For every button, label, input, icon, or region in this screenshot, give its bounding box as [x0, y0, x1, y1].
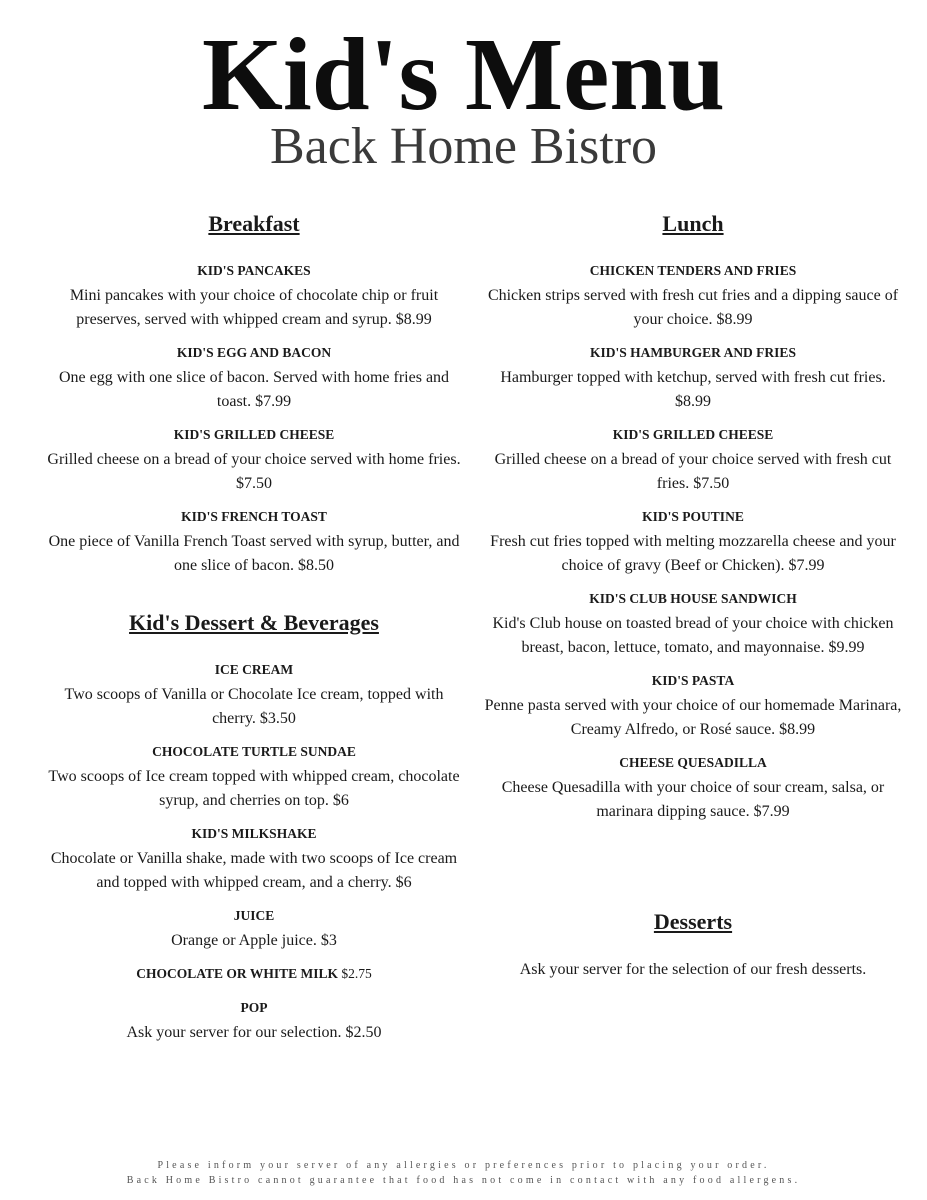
- item-description: Orange or Apple juice. $3: [171, 932, 337, 949]
- lunch-section: [484, 210, 902, 836]
- menu-item: [44, 965, 464, 983]
- item-name: POP: [240, 1000, 268, 1015]
- menu-item: [484, 754, 902, 824]
- menu-item: [44, 825, 464, 895]
- item-name: KID'S PANCAKES: [197, 263, 311, 278]
- item-description: Ask your server for our selection. $2.50: [126, 1024, 382, 1041]
- item-name: KID'S GRILLED CHEESE: [612, 427, 774, 442]
- item-name: KID'S PASTA: [651, 673, 735, 688]
- item-description: Penne pasta served with your choice of our homemade Marinara, Creamy Alfredo, or Rosé sauce. $8.99: [484, 697, 902, 738]
- item-name: KID'S MILKSHAKE: [191, 826, 317, 841]
- item-description: Two scoops of Ice cream topped with whipped cream, chocolate syrup, and cherries on top. $6: [48, 768, 460, 809]
- item-name: CHEESE QUESADILLA: [619, 755, 767, 770]
- menu-item: [44, 743, 464, 813]
- menu-item: [44, 426, 464, 496]
- item-description: Chocolate or Vanilla shake, made with two scoops of Ice cream and topped with whipped cream, and a cherry. $6: [50, 850, 458, 891]
- desserts-description: Ask your server for the selection of our fresh desserts.: [519, 961, 867, 978]
- item-description: One piece of Vanilla French Toast served with syrup, butter, and one slice of bacon. $8.50: [48, 533, 460, 574]
- item-price: $2.75: [341, 966, 372, 981]
- breakfast-section: [44, 210, 464, 590]
- desserts-heading: Desserts: [653, 909, 733, 934]
- item-name: KID'S POUTINE: [642, 509, 744, 524]
- menu-item: [484, 672, 902, 742]
- item-name: JUICE: [233, 908, 275, 923]
- item-name-with-price: [44, 965, 464, 983]
- dessert-beverages-section: [44, 609, 464, 1057]
- disclaimer-line: Back Home Bistro cannot guarantee that food has not come in contact with any food allergens.: [126, 1175, 801, 1186]
- menu-item: [484, 262, 902, 332]
- item-name: CHOCOLATE OR WHITE MILK: [136, 966, 338, 981]
- breakfast-heading: Breakfast: [208, 211, 300, 236]
- item-name: KID'S CLUB HOUSE SANDWICH: [589, 591, 797, 606]
- item-name: KID'S EGG AND BACON: [176, 345, 332, 360]
- item-description: Chicken strips served with fresh cut fries and a dipping sauce of your choice. $8.99: [487, 287, 899, 328]
- menu-item: [484, 426, 902, 496]
- menu-item: [484, 344, 902, 414]
- item-name: CHICKEN TENDERS AND FRIES: [589, 263, 797, 278]
- item-description: Fresh cut fries topped with melting mozzarella cheese and your choice of gravy (Beef or Chicken). $7.99: [490, 533, 896, 574]
- item-name: ICE CREAM: [214, 662, 294, 677]
- item-name: KID'S FRENCH TOAST: [181, 509, 327, 524]
- desserts-section: [484, 908, 902, 982]
- menu-item: [44, 508, 464, 578]
- menu-item: [484, 508, 902, 578]
- item-description: Grilled cheese on a bread of your choice served with home fries. $7.50: [47, 451, 461, 492]
- item-name: CHOCOLATE TURTLE SUNDAE: [152, 744, 356, 759]
- menu-title: Kid's Menu: [202, 17, 725, 132]
- item-description: Two scoops of Vanilla or Chocolate Ice cream, topped with cherry. $3.50: [64, 686, 444, 727]
- item-description: One egg with one slice of bacon. Served with home fries and toast. $7.99: [58, 369, 450, 410]
- dessert-beverages-heading: Kid's Dessert & Beverages: [129, 610, 379, 635]
- allergy-disclaimer: [0, 1158, 927, 1188]
- lunch-heading: Lunch: [662, 211, 724, 236]
- menu-item: [484, 590, 902, 660]
- item-description: Cheese Quesadilla with your choice of sour cream, salsa, or marinara dipping sauce. $7.99: [501, 779, 885, 820]
- menu-item: [44, 999, 464, 1045]
- menu-item: [44, 344, 464, 414]
- item-description: Kid's Club house on toasted bread of your choice with chicken breast, bacon, lettuce, tomato, and mayonnaise. $9.99: [492, 615, 894, 656]
- item-description: Mini pancakes with your choice of chocolate chip or fruit preserves, served with whipped cream and syrup. $8.99: [69, 287, 439, 328]
- item-description: Hamburger topped with ketchup, served with fresh cut fries. $8.99: [500, 369, 886, 410]
- item-description: Grilled cheese on a bread of your choice served with fresh cut fries. $7.50: [494, 451, 892, 492]
- menu-item: [44, 907, 464, 953]
- item-name: KID'S GRILLED CHEESE: [173, 427, 335, 442]
- menu-item: [44, 661, 464, 731]
- menu-item: [44, 262, 464, 332]
- disclaimer-line: Please inform your server of any allergies or preferences prior to placing your order.: [157, 1160, 770, 1171]
- item-name: KID'S HAMBURGER AND FRIES: [590, 345, 796, 360]
- restaurant-name: Back Home Bistro: [269, 118, 658, 175]
